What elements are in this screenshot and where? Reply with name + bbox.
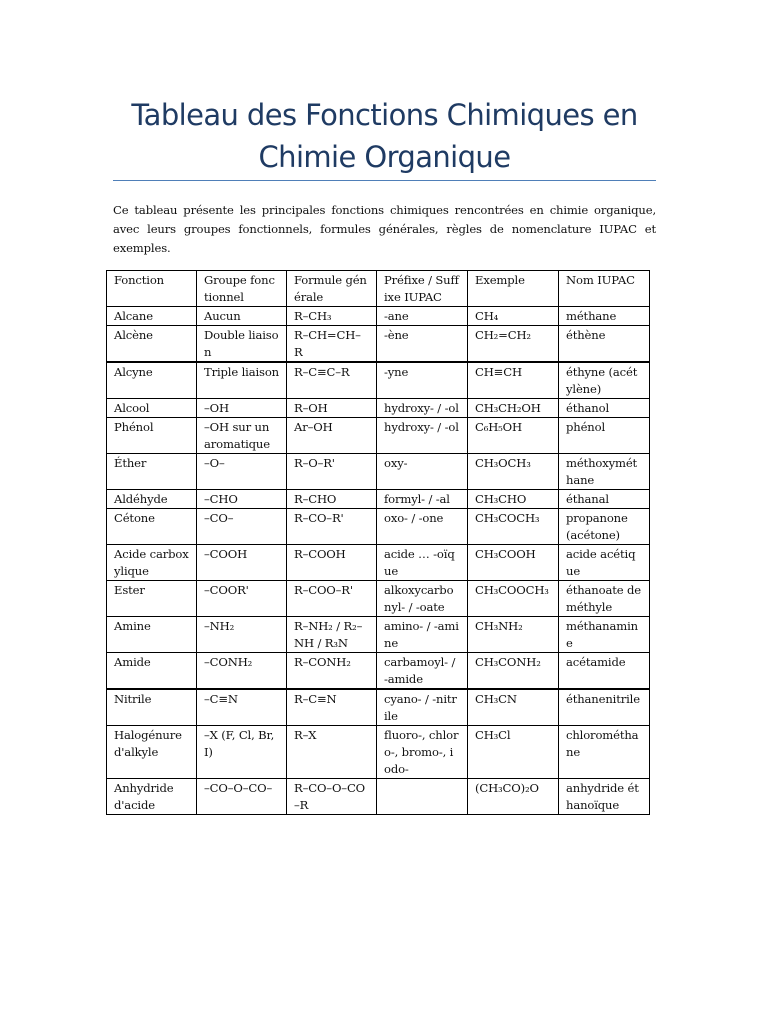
table-cell: C₆H₅OH: [468, 418, 559, 454]
intro-paragraph: Ce tableau présente les principales fonctions chimiques rencontrées en chimie organique, avec leurs groupes fonctionnels, formules générales, règles de nomenclature IUPAC et exemples.: [113, 203, 656, 255]
table-cell: Anhydride d'acide: [107, 779, 197, 815]
table-cell: [377, 779, 468, 815]
table-cell: CH≡CH: [468, 362, 559, 399]
table-cell: CH₃CHO: [468, 490, 559, 509]
table-cell: anhydride éthanoïque: [559, 779, 650, 815]
table-cell: –CO–: [197, 509, 287, 545]
table-cell: CH₃CONH₂: [468, 653, 559, 690]
table-cell: acétamide: [559, 653, 650, 690]
table-cell: -ane: [377, 307, 468, 326]
header-cell: Fonction: [107, 271, 197, 307]
table-cell: Ester: [107, 581, 197, 617]
table-row: [107, 454, 650, 490]
table-row: [107, 617, 650, 653]
table-cell: Triple liaison: [197, 362, 287, 399]
table-cell: éthanoate de méthyle: [559, 581, 650, 617]
table-cell: hydroxy- / -ol: [377, 418, 468, 454]
table-cell: Halogénure d'alkyle: [107, 726, 197, 779]
table-cell: CH₂=CH₂: [468, 326, 559, 363]
table-cell: formyl- / -al: [377, 490, 468, 509]
table-cell: acide … -oïque: [377, 545, 468, 581]
table-cell: Alcane: [107, 307, 197, 326]
table-cell: propanone (acétone): [559, 509, 650, 545]
table-cell: CH₃COOCH₃: [468, 581, 559, 617]
table-cell: éthanol: [559, 399, 650, 418]
header-cell: Nom IUPAC: [559, 271, 650, 307]
document-title: Tableau des Fonctions Chimiques en Chimie Organique: [131, 98, 638, 174]
table-cell: R–X: [287, 726, 377, 779]
table-row: [107, 307, 650, 326]
table-cell: –COOH: [197, 545, 287, 581]
table-cell: –CHO: [197, 490, 287, 509]
table-cell: –COOR': [197, 581, 287, 617]
table-cell: Alcool: [107, 399, 197, 418]
table-cell: méthoxyméthane: [559, 454, 650, 490]
table-row: [107, 509, 650, 545]
table-cell: R–CH=CH–R: [287, 326, 377, 363]
table-cell: chlorométhane: [559, 726, 650, 779]
table-cell: carbamoyl- / -amide: [377, 653, 468, 690]
table-cell: Amide: [107, 653, 197, 690]
table-row: [107, 779, 650, 815]
table-cell: –O–: [197, 454, 287, 490]
title-divider: [113, 180, 656, 181]
table-cell: éthanal: [559, 490, 650, 509]
table-cell: Double liaison: [197, 326, 287, 363]
table-cell: Aucun: [197, 307, 287, 326]
table-cell: éthène: [559, 326, 650, 363]
table-cell: CH₃Cl: [468, 726, 559, 779]
table-cell: Nitrile: [107, 689, 197, 726]
functions-table: [106, 270, 650, 815]
table-cell: Aldéhyde: [107, 490, 197, 509]
header-cell: Groupe fonctionnel: [197, 271, 287, 307]
table-cell: CH₃CH₂OH: [468, 399, 559, 418]
table-cell: R–COOH: [287, 545, 377, 581]
table-cell: CH₃COCH₃: [468, 509, 559, 545]
table-cell: Acide carboxylique: [107, 545, 197, 581]
table-cell: méthane: [559, 307, 650, 326]
table-cell: R–CH₃: [287, 307, 377, 326]
table-cell: Alcène: [107, 326, 197, 363]
table-cell: méthanamine: [559, 617, 650, 653]
table-cell: (CH₃CO)₂O: [468, 779, 559, 815]
table-row: [107, 653, 650, 690]
table-cell: amino- / -amine: [377, 617, 468, 653]
table-cell: CH₃CN: [468, 689, 559, 726]
table-cell: R–COO–R': [287, 581, 377, 617]
header-cell: Formule générale: [287, 271, 377, 307]
table-row: [107, 581, 650, 617]
table-cell: éthyne (acétylène): [559, 362, 650, 399]
table-cell: hydroxy- / -ol: [377, 399, 468, 418]
table-cell: CH₄: [468, 307, 559, 326]
table-cell: CH₃COOH: [468, 545, 559, 581]
table-cell: Éther: [107, 454, 197, 490]
table-row: [107, 399, 650, 418]
table-cell: Ar–OH: [287, 418, 377, 454]
table-cell: R–O–R': [287, 454, 377, 490]
table-cell: R–CHO: [287, 490, 377, 509]
table-row: [107, 490, 650, 509]
table-cell: éthanenitrile: [559, 689, 650, 726]
table-cell: phénol: [559, 418, 650, 454]
header-cell: Exemple: [468, 271, 559, 307]
table-cell: R–CO–O–CO–R: [287, 779, 377, 815]
table-header-row: [107, 271, 650, 307]
table-cell: R–NH₂ / R₂–NH / R₃N: [287, 617, 377, 653]
table-cell: –CONH₂: [197, 653, 287, 690]
table-cell: Alcyne: [107, 362, 197, 399]
header-cell: Préfixe / Suffixe IUPAC: [377, 271, 468, 307]
table-row: [107, 326, 650, 363]
table-cell: fluoro-, chloro-, bromo-, iodo-: [377, 726, 468, 779]
table-row: [107, 362, 650, 399]
table-cell: acide acétique: [559, 545, 650, 581]
table-cell: –CO–O–CO–: [197, 779, 287, 815]
table-cell: –X (F, Cl, Br, I): [197, 726, 287, 779]
table-cell: oxy-: [377, 454, 468, 490]
table-cell: –OH sur un aromatique: [197, 418, 287, 454]
table-cell: –NH₂: [197, 617, 287, 653]
table-cell: R–C≡C–R: [287, 362, 377, 399]
table-cell: –C≡N: [197, 689, 287, 726]
table-cell: -ène: [377, 326, 468, 363]
table-cell: CH₃NH₂: [468, 617, 559, 653]
table-cell: alkoxycarbonyl- / -oate: [377, 581, 468, 617]
table-cell: R–C≡N: [287, 689, 377, 726]
table-row: [107, 418, 650, 454]
table-cell: Cétone: [107, 509, 197, 545]
table-row: [107, 689, 650, 726]
table-cell: cyano- / -nitrile: [377, 689, 468, 726]
table-cell: CH₃OCH₃: [468, 454, 559, 490]
table-row: [107, 726, 650, 779]
table-cell: Amine: [107, 617, 197, 653]
table-cell: -yne: [377, 362, 468, 399]
table-cell: R–OH: [287, 399, 377, 418]
table-cell: –OH: [197, 399, 287, 418]
table-cell: R–CO–R': [287, 509, 377, 545]
table-cell: oxo- / -one: [377, 509, 468, 545]
table-cell: Phénol: [107, 418, 197, 454]
table-row: [107, 545, 650, 581]
table-cell: R–CONH₂: [287, 653, 377, 690]
